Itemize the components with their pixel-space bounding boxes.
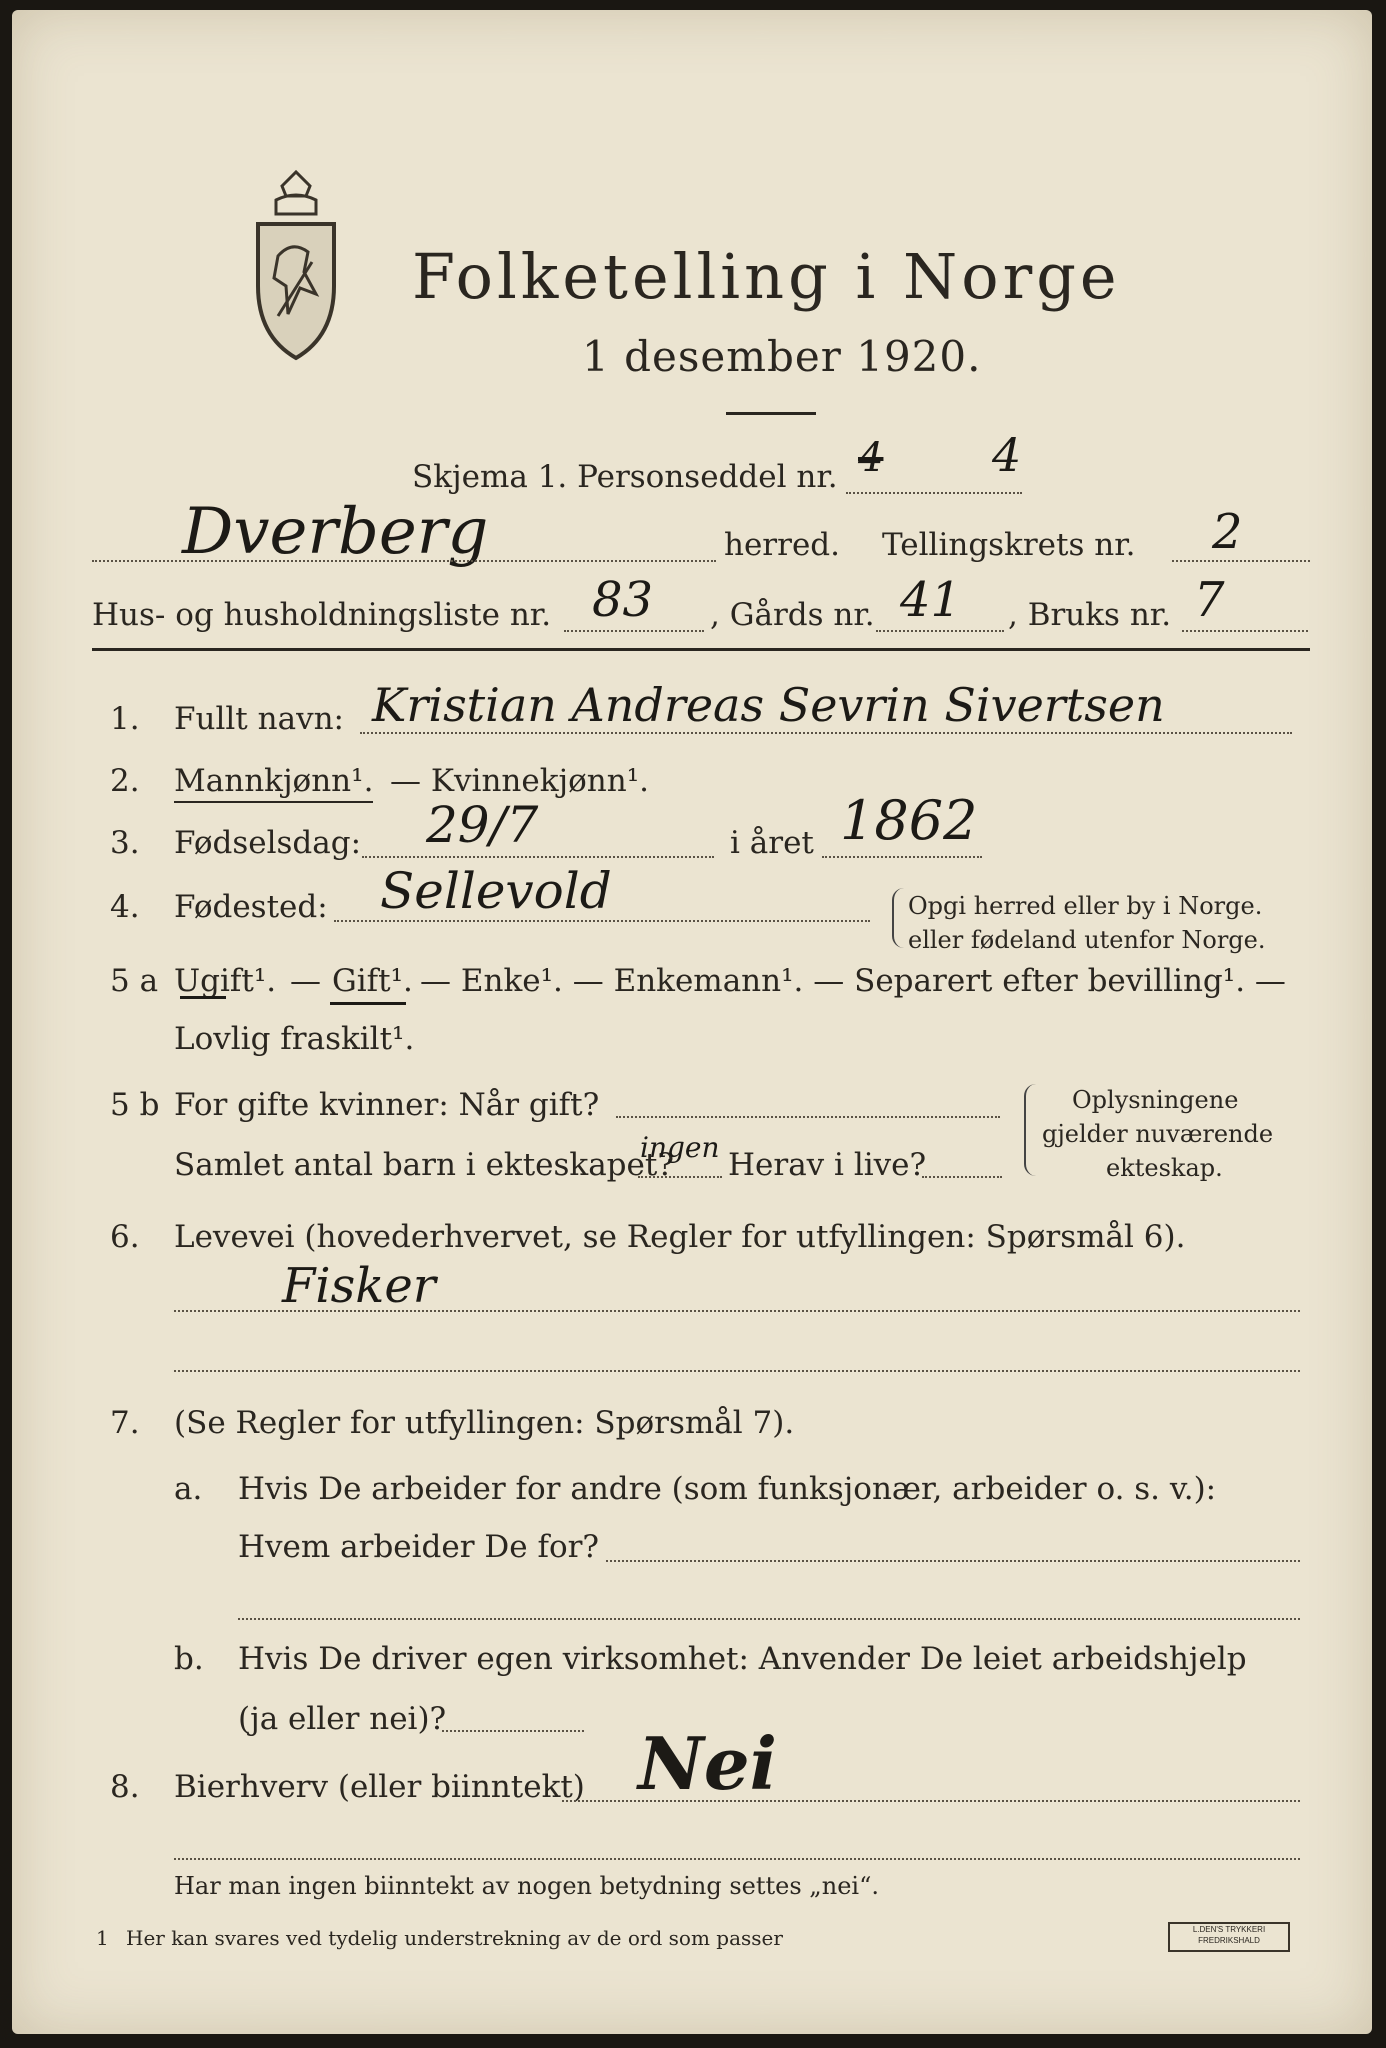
- q7a-employer-line: [606, 1560, 1300, 1562]
- q6-line2: [174, 1370, 1300, 1372]
- krets-value: 2: [1212, 504, 1243, 560]
- hus-label: Hus- og husholdningsliste nr.: [92, 597, 552, 633]
- q5a-ugift-option: Ugift¹.: [174, 963, 277, 999]
- census-date: 1 desember 1920.: [582, 332, 982, 381]
- q3-day-line: [362, 856, 714, 858]
- q5b-married-line: [616, 1116, 1000, 1118]
- birthplace-value: Sellevold: [380, 862, 612, 920]
- herred-label: herred.: [724, 527, 840, 563]
- birth-day-value: 29/7: [426, 796, 539, 854]
- q7b-letter: b.: [174, 1641, 204, 1677]
- form-title: Folketelling i Norge: [412, 240, 1121, 313]
- q2-female-option: — Kvinnekjønn¹.: [390, 763, 649, 799]
- personseddel-line: [846, 492, 1022, 494]
- birth-year-value: 1862: [840, 789, 978, 852]
- q1-label: Fullt navn:: [174, 701, 344, 737]
- q5b-alive-label: Herav i live?: [728, 1147, 927, 1183]
- bruk-line: [1182, 630, 1308, 632]
- q5b-note-line1: Oplysningene: [1072, 1086, 1239, 1114]
- printer-stamp: [1168, 1922, 1290, 1952]
- q7b-hire-line: [442, 1730, 584, 1732]
- hus-value: 83: [592, 572, 654, 628]
- q6-number: 6.: [110, 1219, 140, 1255]
- q7a-label: Hvis De arbeider for andre (som funksjonær, arbeider o. s. v.):: [238, 1471, 1217, 1507]
- gard-value: 41: [900, 572, 962, 628]
- q3-label: Fødselsdag:: [174, 825, 362, 861]
- hus-line: [564, 630, 704, 632]
- occupation-value: Fisker: [282, 1258, 436, 1314]
- q4-label: Fødested:: [174, 889, 328, 925]
- q8-label: Bierhverv (eller biinntekt): [174, 1769, 585, 1805]
- q2-number: 2.: [110, 763, 140, 799]
- q7a-letter: a.: [174, 1471, 203, 1507]
- q1-line: [360, 732, 1292, 734]
- q8-number: 8.: [110, 1769, 140, 1805]
- q4-note-line1: Opgi herred eller by i Norge.: [908, 892, 1263, 920]
- q5b-alive-line: [922, 1176, 1002, 1178]
- gard-label: , Gårds nr.: [710, 597, 875, 633]
- q5b-number: 5 b: [110, 1087, 160, 1123]
- title-divider: [726, 412, 816, 415]
- q5a-dash: —: [290, 963, 321, 999]
- q2-male-option: Mannkjønn¹.: [174, 766, 373, 803]
- q7a-employer-label: Hvem arbeider De for?: [238, 1529, 600, 1565]
- krets-label: Tellingskrets nr.: [882, 527, 1136, 563]
- q3-year-label: i året: [730, 825, 814, 861]
- q4-line: [334, 920, 870, 922]
- herred-value: Dverberg: [182, 495, 489, 569]
- bruk-value: 7: [1194, 572, 1225, 628]
- herred-line: [92, 560, 716, 562]
- q5a-number: 5 a: [110, 963, 159, 999]
- q4-note-brace: [892, 888, 904, 948]
- q5b-children-line: [638, 1176, 722, 1178]
- printer-city: FREDRIKSHALD: [1198, 1936, 1260, 1945]
- bruk-label: , Bruks nr.: [1008, 597, 1172, 633]
- q6-line1: [174, 1310, 1300, 1312]
- personseddel-number: 4: [992, 428, 1022, 482]
- q5b-children-label: Samlet antal barn i ekteskapet?: [174, 1147, 674, 1183]
- q7b-hire-label: (ja eller nei)?: [238, 1701, 447, 1737]
- schema-label: Skjema 1. Personseddel nr.: [412, 459, 838, 495]
- census-form: [12, 10, 1372, 2034]
- q5b-married-label: For gifte kvinner: Når gift?: [174, 1087, 600, 1123]
- gift-underline: [330, 1002, 406, 1005]
- printer-name: L.DEN'S TRYKKERI: [1192, 1925, 1266, 1934]
- q7a-employer-line2: [238, 1618, 1300, 1620]
- q5a-other-options: — Enke¹. — Enkemann¹. — Separert efter bevilling¹. —: [420, 963, 1286, 999]
- q7-number: 7.: [110, 1405, 140, 1441]
- q7b-label: Hvis De driver egen virksomhet: Anvender De leiet arbeidshjelp: [238, 1641, 1247, 1677]
- q5b-note-line3: ekteskap.: [1106, 1154, 1223, 1182]
- q1-number: 1.: [110, 701, 140, 737]
- q3-number: 3.: [110, 825, 140, 861]
- header-rule: [92, 648, 1310, 651]
- full-name-value: Kristian Andreas Sevrin Sivertsen: [372, 678, 1165, 732]
- q4-note-line2: eller fødeland utenfor Norge.: [908, 926, 1266, 954]
- q5b-note-brace: [1024, 1084, 1036, 1176]
- children-value: ingen: [640, 1131, 720, 1164]
- personseddel-struck: 4: [858, 435, 884, 481]
- q5b-note-line2: gjelder nuværende: [1042, 1120, 1274, 1148]
- footnote-text: Her kan svares ved tydelig understrekning av de ord som passer: [126, 1926, 783, 1950]
- q6-label: Levevei (hovederhvervet, se Regler for utfyllingen: Spørsmål 6).: [174, 1219, 1186, 1255]
- q8-line2: [174, 1858, 1300, 1860]
- gard-line: [876, 630, 1004, 632]
- q4-number: 4.: [110, 889, 140, 925]
- side-income-value: Nei: [638, 1721, 777, 1806]
- no-income-note: Har man ingen biinntekt av nogen betydning settes „nei“.: [174, 1872, 879, 1900]
- q5a-gift-option: Gift¹.: [332, 963, 413, 999]
- q5a-fraskilt-option: Lovlig fraskilt¹.: [174, 1021, 415, 1057]
- q3-year-line: [822, 856, 982, 858]
- q7-label: (Se Regler for utfyllingen: Spørsmål 7).: [174, 1405, 795, 1441]
- krets-line: [1172, 560, 1310, 562]
- ugift-strike-mark: [180, 996, 226, 1009]
- coat-of-arms-icon: [248, 166, 344, 366]
- footnote-mark: 1: [96, 1926, 109, 1950]
